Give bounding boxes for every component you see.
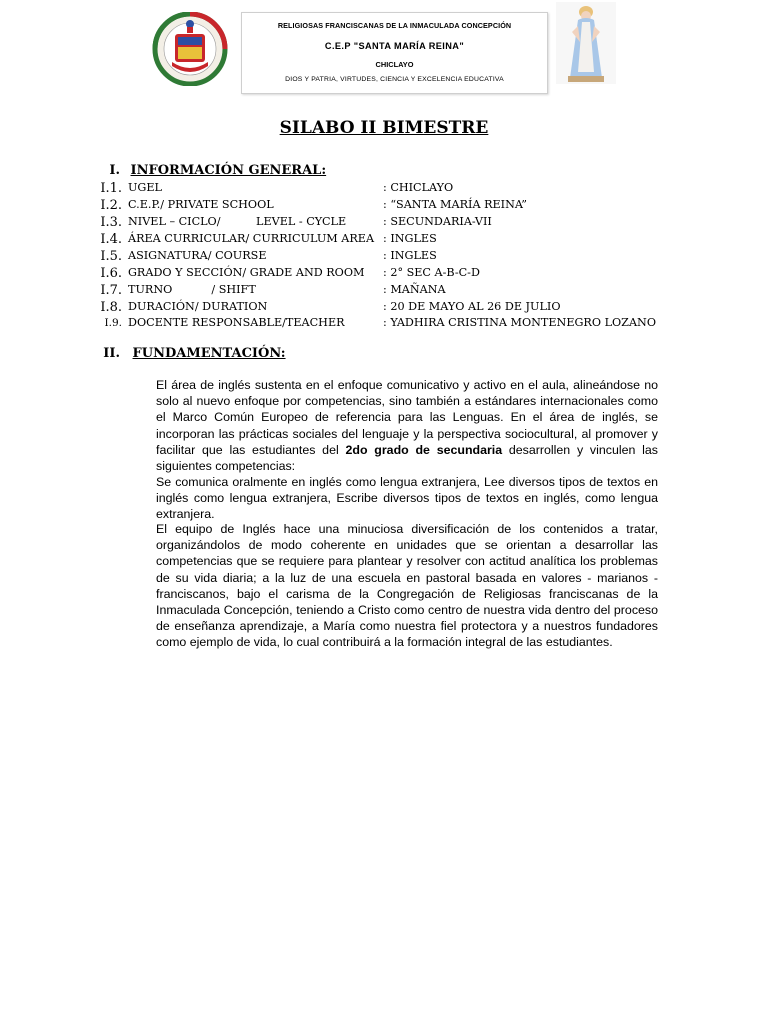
info-row-value: : 20 DE MAYO AL 26 DE JULIO [383, 300, 561, 313]
section-1-heading [96, 163, 326, 178]
info-row-value: : INGLES [383, 232, 437, 245]
info-row-value: : “SANTA MARÍA REINA” [383, 198, 528, 211]
paragraph-text: desarrollen y vinculen las siguientes competencias: [156, 442, 658, 474]
paragraph-text: El área de inglés sustenta en el enfoque comunicativo y activo en el aula, alineándose no solo al nuevo enfoque por competencias, sino también a estándares internacionales como el Marco Común Europeo de referencia para las Lenguas. En el área de inglés, se incorporan las prácticas sociales del lenguaje y la perspectiva sociocultural, al promover y facilitar que las estudiantes del [156, 378, 658, 457]
info-row-label: C.E.P./ PRIVATE SCHOOL [128, 198, 274, 211]
school-name: C.E.P "SANTA MARÍA REINA" [324, 41, 465, 51]
city-name: CHICLAYO [375, 60, 414, 69]
info-row-label: GRADO Y SECCIÓN/ GRADE AND ROOM [128, 266, 365, 279]
info-row-value: : CHICLAYO [383, 181, 454, 194]
virgin-mary-statue-image [556, 2, 616, 84]
info-row-number: I.3. [100, 215, 122, 230]
info-row-number: I.6. [100, 266, 122, 281]
info-row-number: I.5. [100, 249, 122, 264]
info-row-label: TURNO / SHIFT [128, 283, 256, 296]
school-crest-logo [150, 12, 230, 86]
info-row-value: : MAÑANA [383, 283, 446, 296]
info-row-number: I.9. [104, 317, 122, 329]
info-row-value: : YADHIRA CRISTINA MONTENEGRO LOZANO [383, 316, 657, 329]
fundamentacion-paragraph-2: Se comunica oralmente en inglés como lengua extranjera, Lee diversos tipos de textos en inglés como lengua extranjera, Escribe diversos tipos de textos en inglés, como lengua extranjera. [156, 475, 658, 522]
section-2-title: FUNDAMENTACIÓN: [132, 346, 286, 361]
section-2-number: II. [103, 346, 120, 361]
info-row-label: ASIGNATURA/ COURSE [128, 249, 267, 262]
info-row-value: : SECUNDARIA-VII [383, 215, 492, 228]
congregation-name: RELIGIOSAS FRANCISCANAS DE LA INMACULADA CONCEPCIÓN [277, 21, 512, 30]
section-1-number: I. [109, 163, 120, 178]
fundamentacion-paragraph-1 [156, 377, 658, 474]
school-motto: DIOS Y PATRIA, VIRTUDES, CIENCIA Y EXCELENCIA EDUCATIVA [285, 76, 504, 83]
info-row-value: : 2° SEC A-B-C-D [383, 266, 480, 279]
grade-emphasis: 2do grado de secundaria [345, 442, 503, 457]
info-row-number: I.7. [100, 283, 122, 298]
info-row-label: ÁREA CURRICULAR/ CURRICULUM AREA [128, 232, 375, 245]
info-row-label: DURACIÓN/ DURATION [128, 300, 268, 313]
section-1-title: INFORMACIÓN GENERAL: [130, 163, 327, 178]
section-2-heading [96, 346, 286, 361]
fundamentacion-paragraph-3: El equipo de Inglés hace una minuciosa diversificación de los contenidos a tratar, organizándolos de modo coherente en unidades que se orientan a desarrollar las competencias que se requiere para plantear y resolver con actitud analítica los problemas de su vida diaria; a la luz de una escuela en pastoral basada en valores - marianos - franciscanos, bajo el carisma de la Congregación de Religiosas franciscanas de la Inmaculada Concepción, teniendo a Cristo como centro de nuestra vida dentro del proceso de enseñanza aprendizaje, a María como nuestra fiel protectora y a nuestros fundadores como ejemplo de vida, lo cual contribuirá a la formación integral de las estudiantes. [156, 522, 658, 650]
info-row-number: I.8. [100, 300, 122, 315]
info-row-value: : INGLES [383, 249, 437, 262]
info-row-label: DOCENTE RESPONSABLE/TEACHER [128, 316, 345, 329]
info-row-label: UGEL [128, 181, 162, 194]
info-row-number: I.2. [100, 198, 122, 213]
document-title: SILABO II BIMESTRE [279, 118, 489, 138]
institution-header [241, 12, 548, 94]
info-row-number: I.1. [100, 181, 122, 196]
info-row-label: NIVEL – CICLO/ LEVEL - CYCLE [128, 215, 347, 228]
info-row-number: I.4. [100, 232, 122, 247]
